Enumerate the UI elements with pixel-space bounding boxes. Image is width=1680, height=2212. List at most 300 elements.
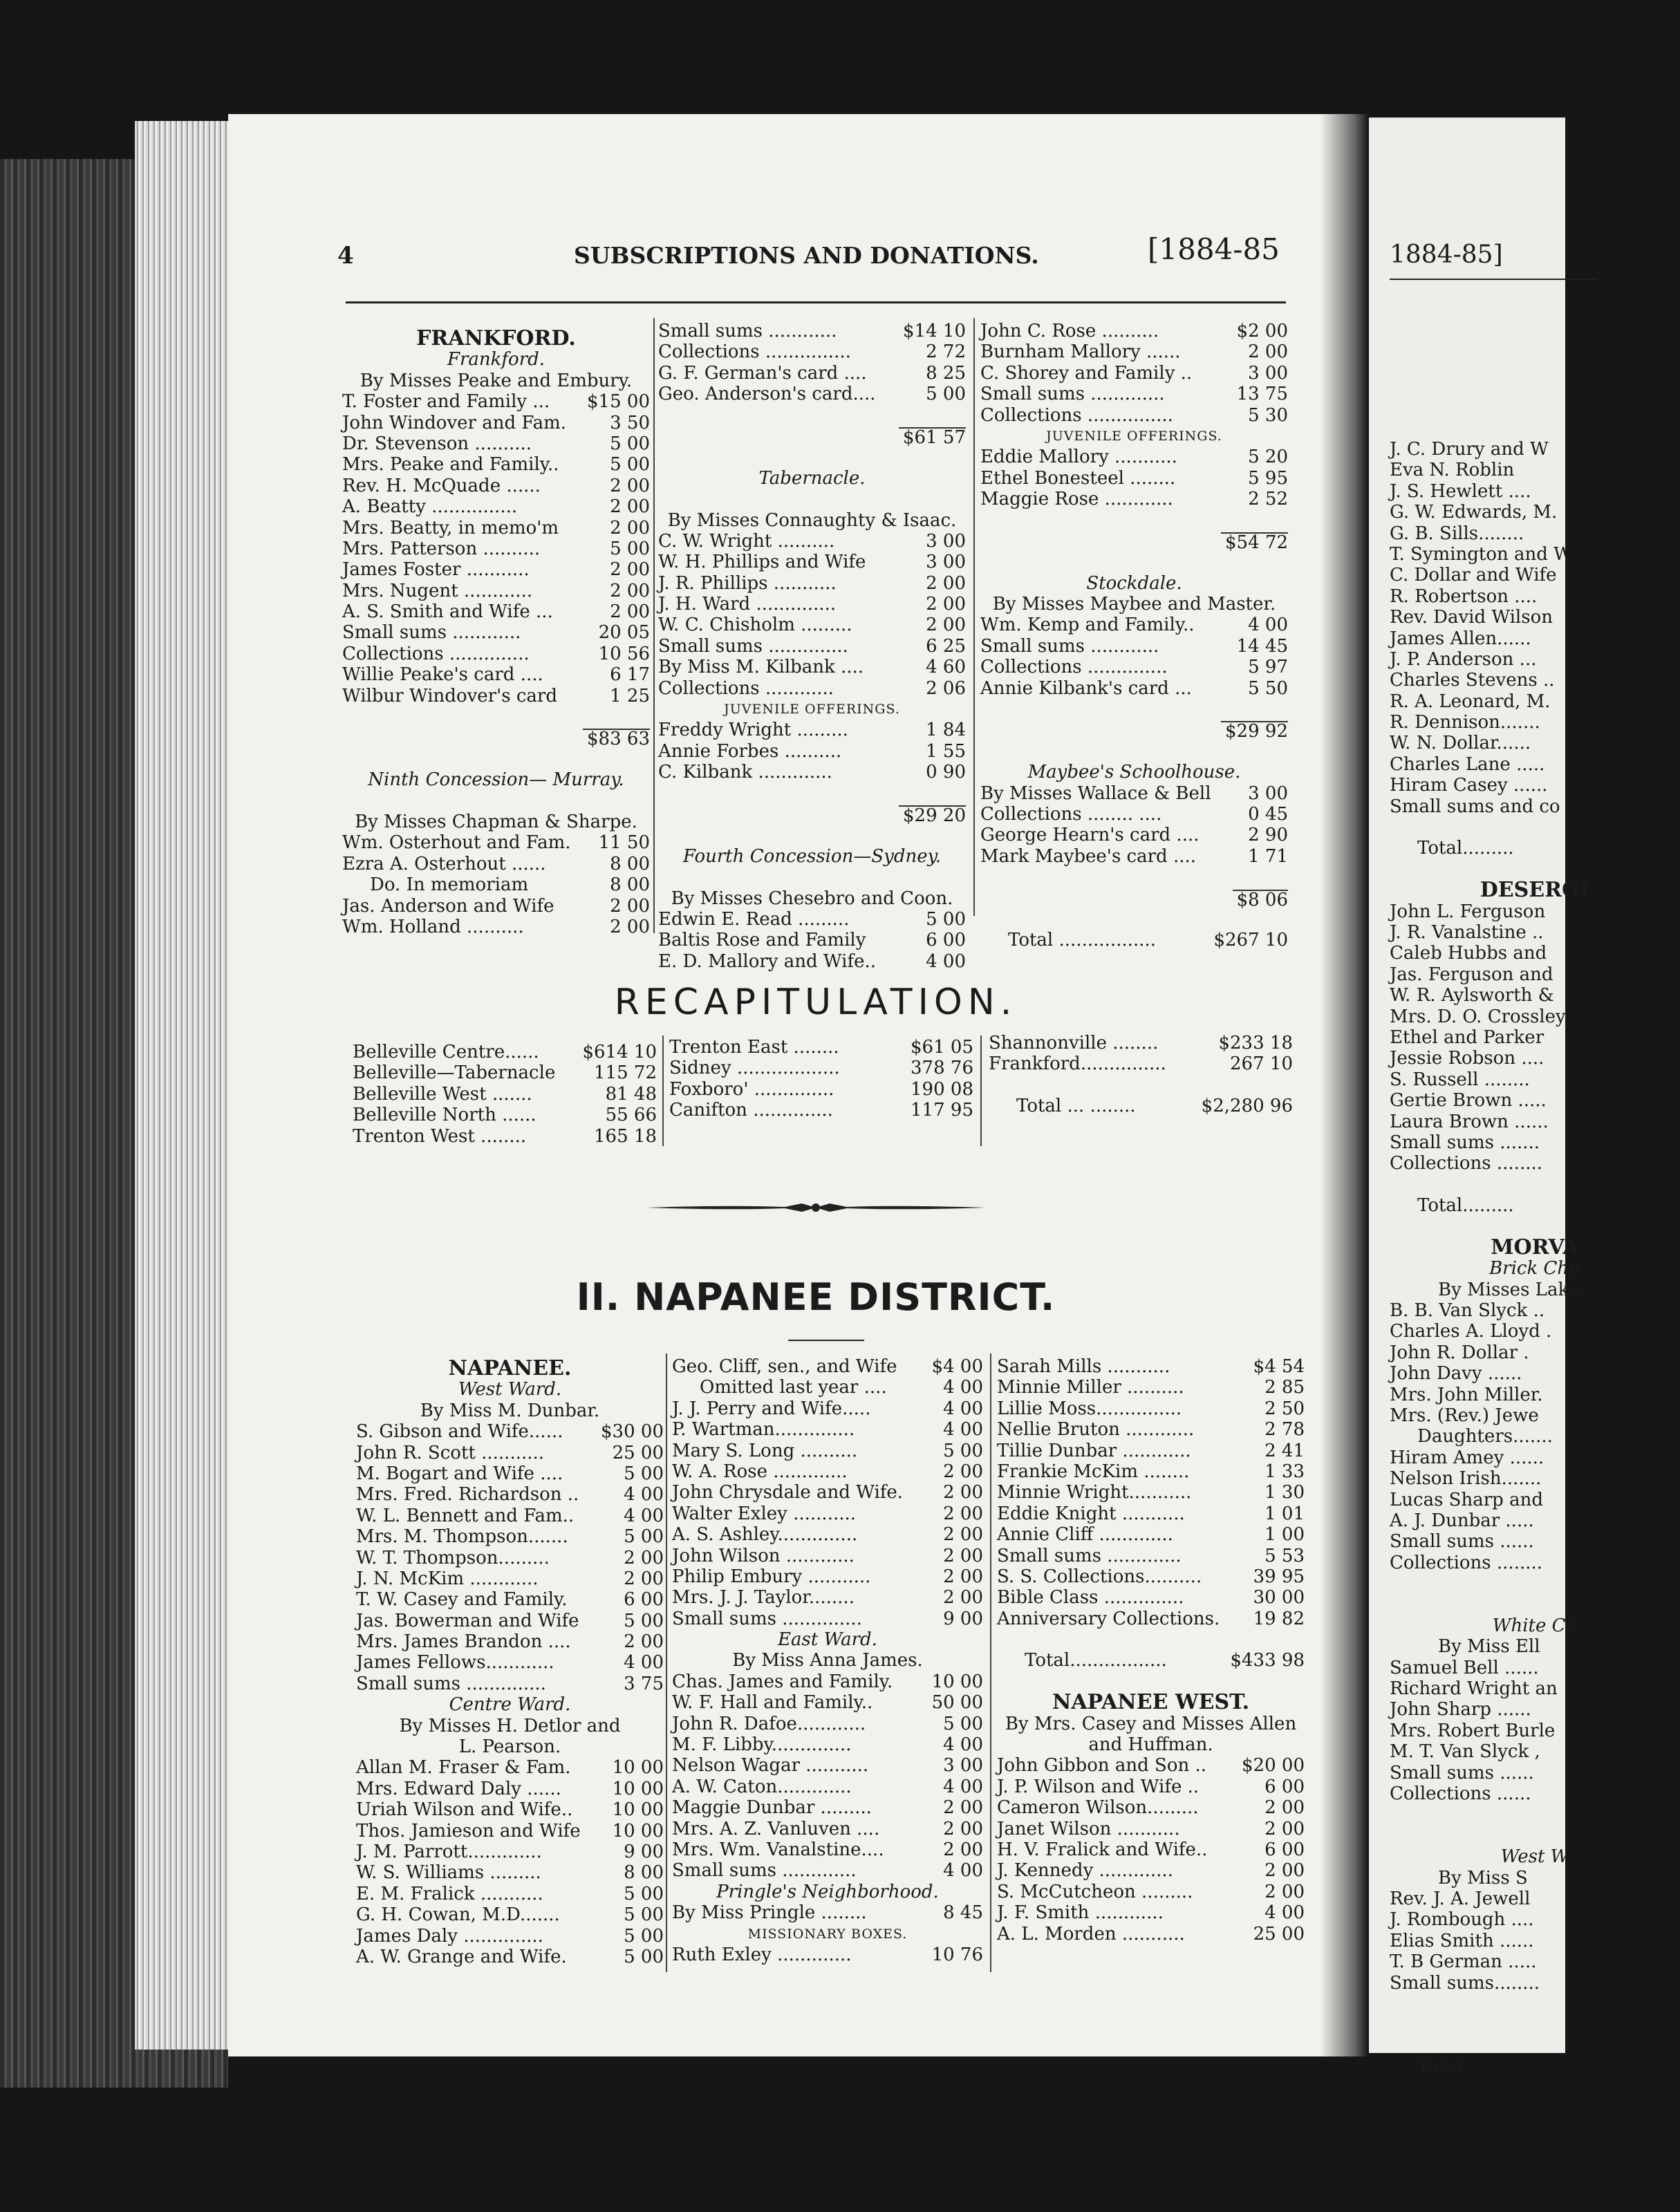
spacer [980,510,1288,531]
subsection-heading [1390,1615,1680,1636]
entry-label: Rev. David Wilson [1390,607,1553,628]
entry-line [658,657,966,677]
spacer [980,909,1288,930]
entry-line [1390,1658,1680,1678]
entry-label: G. F. German's card .... [658,362,867,384]
entry-label: Nelson Wagar ........... [672,1755,869,1777]
entry-amount: $233 18 [1218,1033,1293,1053]
entry-label: JUVENILE OFFERINGS. [724,702,900,718]
entry-line [669,1058,973,1078]
entry-line [997,1587,1305,1608]
entry-label: Canifton .............. [669,1100,833,1121]
entry-amount: 4 60 [926,657,966,678]
entry-label: By Misses Maybee and Master. [992,594,1276,615]
entry-line [342,832,650,853]
entry-line [342,664,650,685]
entry-label: Nelson Irish....... [1390,1468,1542,1490]
entry-label: Uriah Wilson and Wife.. [356,1799,573,1821]
entry-label: John R. Dafoe............ [672,1713,866,1734]
entry-label: A. Beatty ............... [342,496,518,518]
entry-amount: 2 00 [943,1461,983,1482]
subsection-heading [342,349,650,370]
entry-line [997,1461,1305,1482]
entry-amount: 2 00 [943,1524,983,1546]
entry-label: W. F. Hall and Family.. [672,1692,873,1714]
entry-amount: 2 00 [943,1503,983,1524]
entry-amount: 5 00 [624,1526,664,1548]
entry-label: Ninth Concession— Murray. [368,769,624,791]
entry-amount: 2 06 [926,677,966,699]
entry-label: Charles Lane ..... [1390,753,1545,775]
entry-label: Total ... ........ [1016,1096,1136,1117]
entry-amount: 2 50 [1264,1398,1305,1419]
entry-label: Geo. Anderson's card.... [658,384,876,405]
entry-line [353,1105,657,1125]
entry-line [997,1777,1305,1797]
entry-label: Small sums and co [1390,796,1560,817]
entry-line [1390,1951,1680,1972]
entry-label: Gertie Brown ..... [1390,1090,1547,1112]
entry-line [1390,586,1680,607]
entry-amount: 10 00 [612,1757,664,1779]
entry-amount: 2 00 [610,559,650,581]
entry-amount: 2 00 [610,475,650,496]
entry-amount: $54 72 [1221,532,1288,552]
entry-label: By Miss M. Dunbar. [420,1400,600,1421]
entry-amount: $2,280 96 [1201,1096,1293,1117]
entry-label: Annie Kilbank's card ... [980,677,1192,699]
entry-label: Baltis Rose and Family [658,930,866,951]
entry-label: Mrs. J. J. Taylor........ [672,1587,855,1609]
entry-label: Belleville North ...... [353,1105,536,1126]
subtotal-line [980,888,1288,909]
entry-line [997,1441,1305,1461]
entry-line [1390,649,1680,670]
entry-label: P. Wartman.............. [672,1419,855,1441]
entry-amount: 5 97 [1248,657,1288,678]
entry-amount: 4 00 [1248,615,1288,636]
entry-line [658,741,966,762]
entry-amount: 10 00 [931,1671,983,1692]
entry-line [342,518,650,538]
entry-label: Pringle's Neighborhood. [716,1881,939,1902]
entry-label: John Wilson ............ [672,1545,855,1566]
entry-label: Trenton East ........ [669,1037,839,1058]
entry-amount: 5 00 [624,1610,664,1631]
entry-amount: 5 00 [610,538,650,559]
entry-label: Collections ............... [658,341,851,363]
entry-label: Collections ............... [980,404,1173,426]
column-divider [973,318,975,916]
entry-line [997,1839,1305,1860]
entry-label: T. W. Casey and Family. [356,1589,568,1611]
entry-line [997,1377,1305,1398]
frankford-column-3 [980,321,1288,951]
entry-label: By Miss Pringle ........ [672,1902,867,1924]
entry-line [356,1674,664,1694]
entry-label: Foxboro' .............. [669,1078,834,1100]
entry-line [1390,1447,1680,1468]
entry-label: R. A. Leonard, M. [1390,691,1551,712]
entry-line [342,917,650,937]
entry-label: Mrs. Patterson .......... [342,538,541,559]
entry-label: John Davy ...... [1390,1363,1522,1385]
spacer [1390,1804,1680,1825]
entry-line [1390,1931,1680,1951]
entry-amount: 2 00 [926,572,966,594]
entry-label: C. Dollar and Wife [1390,565,1557,586]
entry-amount: 30 00 [1253,1587,1305,1609]
entry-label: John R. Scott ........... [356,1442,545,1463]
entry-amount: $2 00 [1236,321,1288,341]
entry-amount: 3 75 [624,1673,664,1694]
entry-label: Edwin E. Read ......... [658,908,850,930]
collector-line [658,888,966,909]
entry-amount: 2 72 [926,341,966,363]
subsection-heading [658,468,966,489]
entry-line [342,433,650,454]
entry-label: Annie Cliff ............. [997,1524,1173,1546]
entry-line [997,1902,1305,1923]
entry-amount: 0 90 [926,762,966,783]
entry-line [658,341,966,362]
entry-line [356,1884,664,1904]
entry-label: W. S. Williams ......... [356,1862,541,1884]
entry-amount: 6 00 [1264,1776,1305,1797]
entry-label: Total................. [1025,1650,1167,1671]
entry-line [997,1797,1305,1818]
running-year: [1884-85 [1148,232,1280,266]
entry-line [356,1484,664,1505]
collector-line [342,371,650,391]
entry-label: Small sums ...... [1390,1762,1534,1783]
entry-label: W. R. Aylsworth & [1390,985,1554,1006]
entry-label: Frankie McKim ........ [997,1461,1190,1482]
page-stack-edges [135,121,232,2050]
entry-line [658,930,966,950]
entry-label: Wm. Kemp and Family.. [980,615,1195,636]
spacer [980,741,1288,762]
entry-label: NAPANEE WEST. [1052,1690,1250,1715]
entry-label: G. W. Edwards, M. [1390,502,1558,523]
spacer [1390,1994,1680,2014]
entry-label: and Huffman. [1088,1734,1213,1756]
entry-line [658,951,966,972]
entry-label: Rev. J. A. Jewell [1390,1888,1531,1909]
entry-amount: 5 00 [624,1925,664,1947]
entry-line [980,657,1288,677]
entry-label: Lucas Sharp and [1390,1489,1543,1510]
entry-label: James Allen...... [1390,628,1531,649]
section-heading [1390,1237,1680,1258]
entry-line [1390,1973,1680,1994]
entry-label: W. N. Dollar...... [1390,733,1531,754]
entry-label: L. Pearson. [458,1736,561,1758]
entry-line [658,762,966,782]
entry-amount: 50 00 [931,1692,983,1714]
entry-label: Hiram Amey ...... [1390,1447,1544,1468]
right-page-partial [1369,118,1590,2078]
entry-line [1390,439,1680,460]
entry-line [672,1524,983,1545]
entry-line [1390,1490,1680,1510]
entry-label: Sarah Mills ........... [997,1356,1170,1377]
entry-line [1390,1468,1680,1489]
entry-line [672,1777,983,1797]
entry-line [672,1755,983,1776]
entry-line [353,1042,657,1062]
entry-line [1390,796,1680,817]
entry-amount: 2 00 [610,916,650,937]
entry-label: Tabernacle. [758,467,866,489]
napanee-column-1 [356,1358,664,1967]
subsection-heading [1390,1258,1680,1279]
subsection-heading [356,1694,664,1715]
entry-label: Laura Brown ...... [1390,1111,1549,1132]
entry-line [672,1692,983,1713]
entry-label: Chas. James and Family. [672,1671,893,1692]
entry-amount: 8 00 [624,1862,664,1884]
subsection-heading [980,573,1288,594]
entry-line [658,552,966,572]
entry-line [1390,1699,1680,1720]
entry-label: Mary S. Long .......... [672,1440,858,1461]
entry-label: Small sums ............. [672,1860,857,1882]
entry-amount: 11 50 [598,832,650,854]
entry-label: Small sums ...... [1390,1531,1534,1553]
entry-line [669,1100,973,1121]
entry-line [669,1079,973,1100]
entry-line [1390,1363,1680,1384]
entry-label: C. W. Wright .......... [658,530,835,552]
entry-amount: 1 00 [1264,1524,1305,1546]
spacer [980,699,1288,720]
entry-label: Mrs. Nugent ............ [342,580,533,601]
entry-line [980,468,1288,489]
entry-line [672,1671,983,1692]
entry-amount: 2 00 [624,1547,664,1568]
entry-label: John Windover and Fam. [342,412,567,433]
entry-label: Fourth Concession—Sydney. [682,845,942,867]
entry-amount: 2 00 [926,594,966,615]
entry-line [980,804,1288,825]
collector-line [1390,1280,1680,1300]
entry-label: By Misses H. Detlor and [399,1715,621,1736]
entry-label: Frankford............... [989,1053,1166,1075]
entry-line [1390,2056,1680,2077]
entry-label: T. Foster and Family ... [342,391,550,413]
entry-amount: 1 84 [926,720,966,741]
spacer [989,1075,1293,1096]
subsection-heading [672,1629,983,1650]
entry-label: Charles Stevens .. [1390,670,1555,691]
entry-line [980,615,1288,635]
entry-line [353,1062,657,1083]
entry-amount: 1 71 [1248,845,1288,867]
spacer [1390,1216,1680,1237]
entry-label: Shannonville ........ [989,1033,1159,1053]
entry-label: Caleb Hubbs and [1390,943,1547,964]
entry-amount: 10 56 [598,643,650,664]
entry-amount: $20 00 [1242,1755,1305,1777]
entry-amount: 117 95 [911,1100,973,1121]
entry-label: Collections ........ [1390,1153,1543,1174]
entry-amount: 4 00 [1264,1902,1305,1924]
entry-label: Frankford. [447,349,545,371]
entry-line [672,1797,983,1818]
entry-label: John R. Dollar . [1390,1342,1529,1363]
entry-label: Eva N. Roblin [1390,460,1515,481]
spacer [1390,1594,1680,1615]
entry-label: A. W. Grange and Wife. [356,1946,567,1967]
collector-line [658,510,966,531]
entry-amount: 39 95 [1253,1566,1305,1587]
entry-amount: 14 45 [1236,635,1288,657]
entry-label: W. C. Chisholm ......... [658,615,852,636]
page-number: 4 [337,242,354,270]
entry-label: Wm. Osterhout and Fam. [342,832,571,854]
entry-amount: 5 00 [624,1463,664,1484]
entry-label: Jas. Ferguson and [1390,964,1553,985]
entry-label: DESEROI [1480,878,1590,903]
entry-amount: $29 92 [1221,721,1288,740]
entry-label: Burnham Mallory ...... [980,341,1181,363]
entry-amount: 10 00 [612,1778,664,1799]
entry-line [672,1609,983,1629]
entry-amount: 2 00 [610,895,650,917]
entry-amount: $267 10 [1213,930,1288,951]
entry-line [1390,985,1680,1006]
entry-label: FRANKFORD. [416,326,576,350]
entry-label: By Miss Ell [1438,1636,1540,1658]
entry-label: Lillie Moss............... [997,1398,1182,1419]
entry-line [980,321,1288,341]
entry-amount: 5 50 [1248,677,1288,699]
entry-amount: 3 50 [610,412,650,433]
entry-line [997,1482,1305,1503]
entry-line [356,1779,664,1799]
entry-line [997,1609,1305,1629]
recap-column-1 [353,1042,657,1147]
entry-label: J. J. Perry and Wife..... [672,1398,871,1419]
entry-label: Omitted last year .... [700,1377,887,1398]
entry-line [1390,733,1680,753]
entry-label: W. L. Bennett and Fam.. [356,1505,575,1526]
entry-amount: 2 00 [943,1587,983,1609]
entry-line [1390,1006,1680,1027]
entry-label: Maybee's Schoolhouse. [1027,762,1241,783]
entry-label: B. B. Van Slyck .. [1390,1300,1545,1322]
entry-label: By Misses Peake and Embury. [360,370,633,391]
entry-label: J. R. Phillips ........... [658,572,837,594]
subsection-heading [980,762,1288,782]
entry-line [356,1947,664,1967]
entry-label: Total ................. [1008,930,1157,951]
entry-line [1390,1321,1680,1342]
entry-line [342,874,650,895]
entry-line [672,1714,983,1734]
entry-label: J. H. Ward .............. [658,594,837,615]
entry-label: E. M. Fralick ........... [356,1883,543,1904]
entry-label: Mrs. Robert Burle [1390,1720,1556,1741]
entry-amount: 2 00 [926,615,966,636]
entry-label: NAPANEE. [448,1356,572,1380]
entry-amount: 1 30 [1264,1482,1305,1503]
entry-label: By Miss Anna James. [732,1650,923,1671]
entry-label: By Misses Wallace & Bell [980,782,1211,804]
entry-amount: 2 00 [624,1631,664,1653]
entry-label: Mrs. Wm. Vanalstine.... [672,1839,884,1860]
entry-amount: 3 00 [926,552,966,573]
entry-label: Collections ...... [1390,1783,1531,1804]
entry-line [980,636,1288,657]
entry-amount: 8 00 [610,874,650,896]
entry-line [356,1862,664,1883]
entry-amount: 2 00 [610,580,650,601]
subtotal-line [342,727,650,748]
entry-line [1390,502,1680,523]
entry-label: Centre Ward. [449,1694,571,1716]
entry-label: Total......... [1417,838,1514,859]
entry-line [1390,775,1680,796]
entry-label: Mrs. James Brandon .... [356,1631,571,1653]
entry-line [989,1096,1293,1116]
category-heading [980,426,1288,447]
spacer [658,405,966,426]
entry-line [980,825,1288,845]
entry-label: JUVENILE OFFERINGS. [1046,428,1222,444]
subtotal-line [658,804,966,825]
entry-amount: 5 00 [624,1904,664,1926]
entry-line [672,1566,983,1587]
entry-line [356,1463,664,1484]
entry-label: By Miss M. Kilbank .... [658,657,864,678]
entry-label: Ethel and Parker [1390,1027,1544,1048]
entry-line [1390,1888,1680,1909]
entry-label: West Ward. [458,1379,562,1400]
entry-line [1390,964,1680,985]
collector-line [672,1650,983,1671]
entry-label: Walter Exley ........... [672,1503,857,1524]
entry-amount: 19 82 [1253,1608,1305,1629]
entry-label: Brick Chu [1489,1258,1580,1280]
entry-line [980,363,1288,384]
next-page-year: 1884-85] [1390,241,1503,269]
entry-label: Small sums ............. [980,384,1165,405]
entry-line [342,854,650,874]
entry-label: A. S. Smith and Wife ... [342,601,553,623]
entry-line [980,846,1288,867]
entry-line [1390,838,1680,859]
entry-line [672,1482,983,1503]
entry-label: Collections ............ [658,677,834,699]
entry-line [1390,1090,1680,1111]
entry-amount: 4 00 [943,1776,983,1797]
entry-line [658,678,966,699]
entry-label: Mrs. D. O. Crossley [1390,1006,1566,1027]
entry-label: Small sums ............ [342,622,521,644]
entry-line [1390,481,1680,502]
spacer [1390,1573,1680,1594]
entry-line [658,720,966,740]
entry-label: S. McCutcheon ......... [997,1881,1193,1902]
entry-amount: 378 76 [911,1058,973,1079]
entry-line [1390,922,1680,943]
entry-amount: 2 00 [610,601,650,623]
entry-label: J. Rombough .... [1390,1909,1534,1931]
entry-label: By Misses Lake [1438,1279,1580,1300]
entry-label: Small sums ............ [980,635,1159,657]
